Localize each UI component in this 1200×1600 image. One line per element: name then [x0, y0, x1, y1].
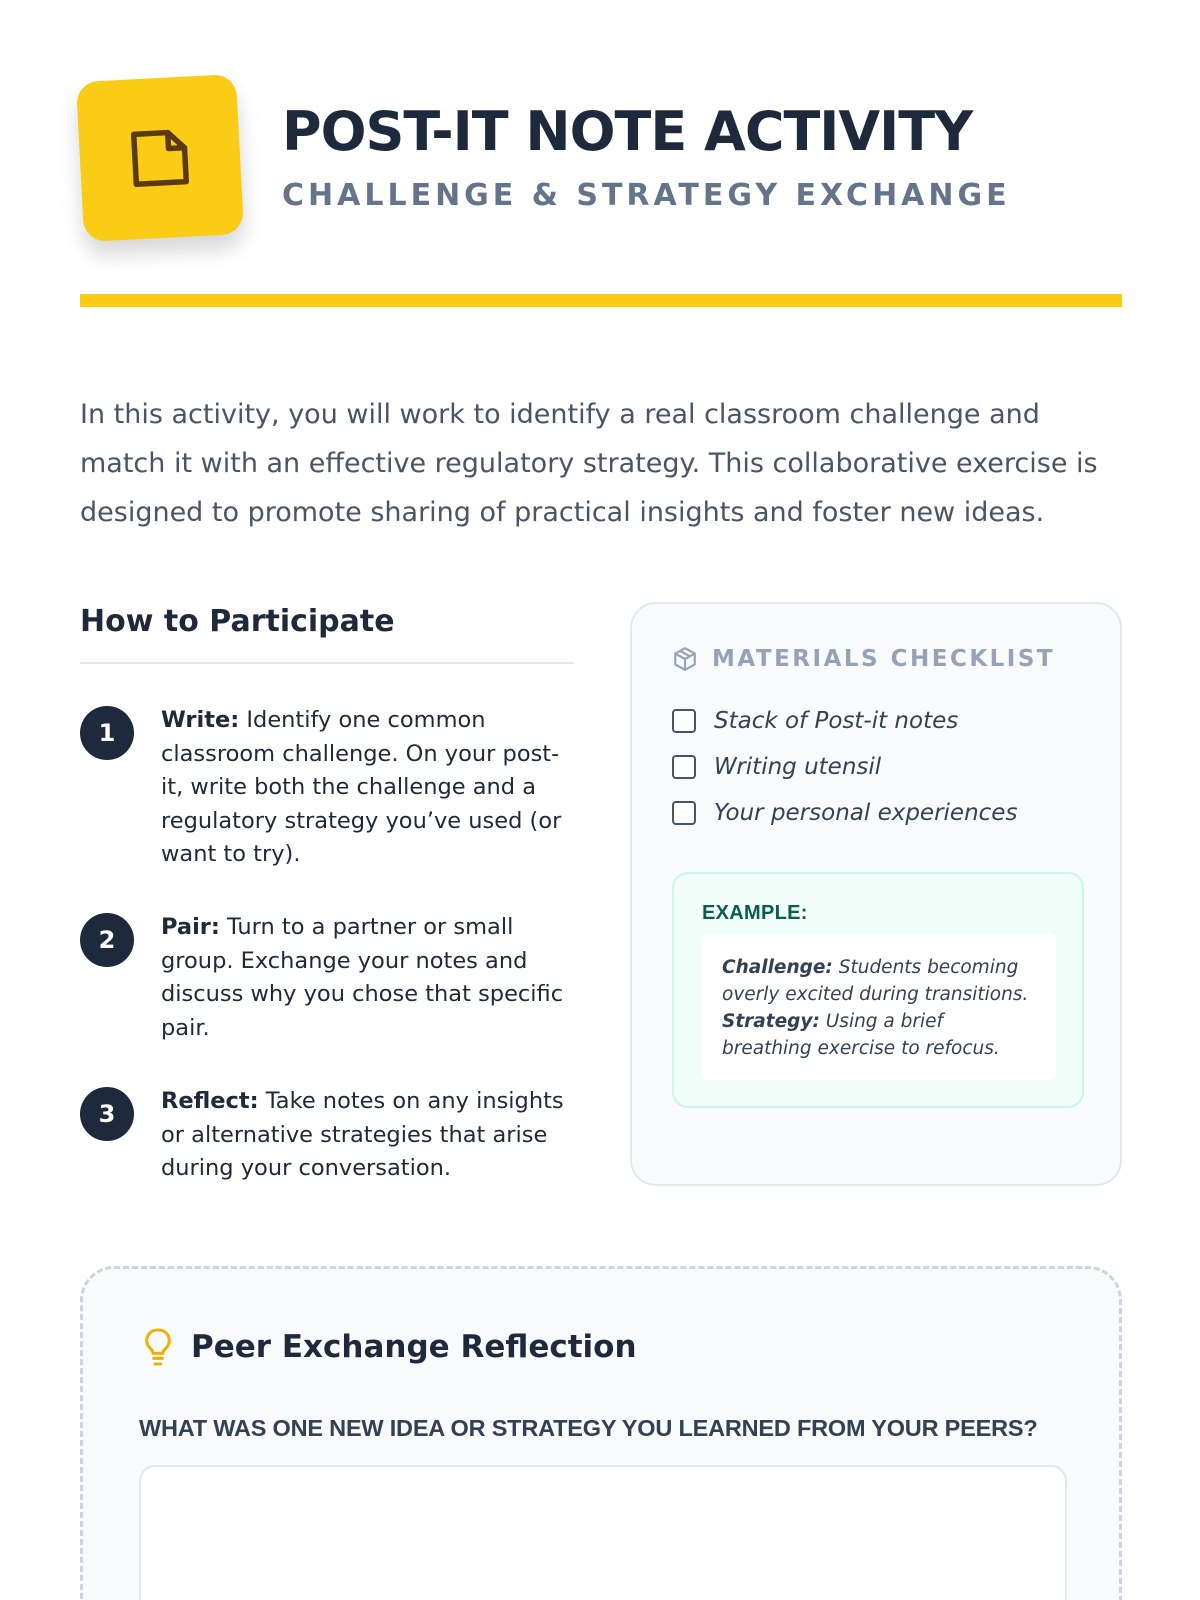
box-icon: [672, 646, 698, 672]
checklist-item-label: Writing utensil: [714, 754, 882, 780]
page-header: [80, 78, 1122, 238]
reflection-answer-field[interactable]: [139, 1465, 1067, 1600]
materials-title: [672, 646, 1055, 672]
step-label: Write:: [161, 707, 240, 733]
step-label: Pair:: [161, 914, 220, 940]
example-label: EXAMPLE:: [702, 902, 808, 924]
step-text: [161, 704, 581, 872]
lightbulb-icon: [141, 1327, 175, 1367]
reflection-title-text: Peer Exchange Reflection: [191, 1329, 637, 1365]
step-number-badge: 2: [80, 913, 134, 967]
step-text: [161, 1085, 581, 1186]
how-to-divider: [80, 662, 574, 664]
example-strategy-label: Strategy:: [722, 1011, 820, 1032]
intro-paragraph: In this activity, you will work to identify a real classroom challenge and match it with an effective regulatory strategy. This collaborative exercise is designed to promote sharing of practical insights and foster new ideas.: [80, 399, 1098, 528]
step-number-badge: 3: [80, 1087, 134, 1141]
step-number-badge: 1: [80, 706, 134, 760]
checklist-item-label: Your personal experiences: [714, 800, 1018, 826]
checklist-item[interactable]: [672, 800, 1017, 826]
step-description: Turn to a partner or small group. Exchange your notes and discuss why you chose that specific pair.: [161, 914, 564, 1041]
reflection-section: [80, 1266, 1122, 1600]
example-challenge-text: Students becoming overly excited during transitions.: [722, 957, 1029, 1005]
checkbox[interactable]: [672, 755, 696, 779]
step-text: [161, 911, 581, 1045]
step-description: Take notes on any insights or alternative strategies that arise during your conversation.: [161, 1088, 564, 1181]
step-label: Reflect:: [161, 1088, 259, 1114]
page-subtitle: CHALLENGE & STRATEGY EXCHANGE: [282, 178, 1011, 213]
example-challenge-label: Challenge:: [722, 957, 833, 978]
reflection-title: [141, 1327, 637, 1367]
step-description: Identify one common classroom challenge. On your post-it, write both the challenge and a regulatory strategy you’ve used (or want to try).: [161, 707, 562, 867]
checklist-item[interactable]: [672, 708, 958, 734]
example-box: [672, 872, 1084, 1108]
checkbox[interactable]: [672, 801, 696, 825]
sticky-note-icon-badge: [76, 74, 244, 242]
page-title: POST-IT NOTE ACTIVITY: [282, 100, 973, 163]
materials-title-text: MATERIALS CHECKLIST: [712, 646, 1056, 672]
sticky-note-icon: [123, 121, 197, 195]
example-card: [702, 934, 1056, 1080]
reflection-question: WHAT WAS ONE NEW IDEA OR STRATEGY YOU LEARNED FROM YOUR PEERS?: [139, 1415, 1038, 1441]
example-strategy-text: Using a brief breathing exercise to refocus.: [722, 1011, 1000, 1059]
materials-panel: [630, 602, 1122, 1186]
how-to-title: How to Participate: [80, 604, 395, 639]
header-divider: [80, 294, 1122, 307]
checkbox[interactable]: [672, 709, 696, 733]
checklist-item-label: Stack of Post-it notes: [714, 708, 959, 734]
checklist-item[interactable]: [672, 754, 881, 780]
